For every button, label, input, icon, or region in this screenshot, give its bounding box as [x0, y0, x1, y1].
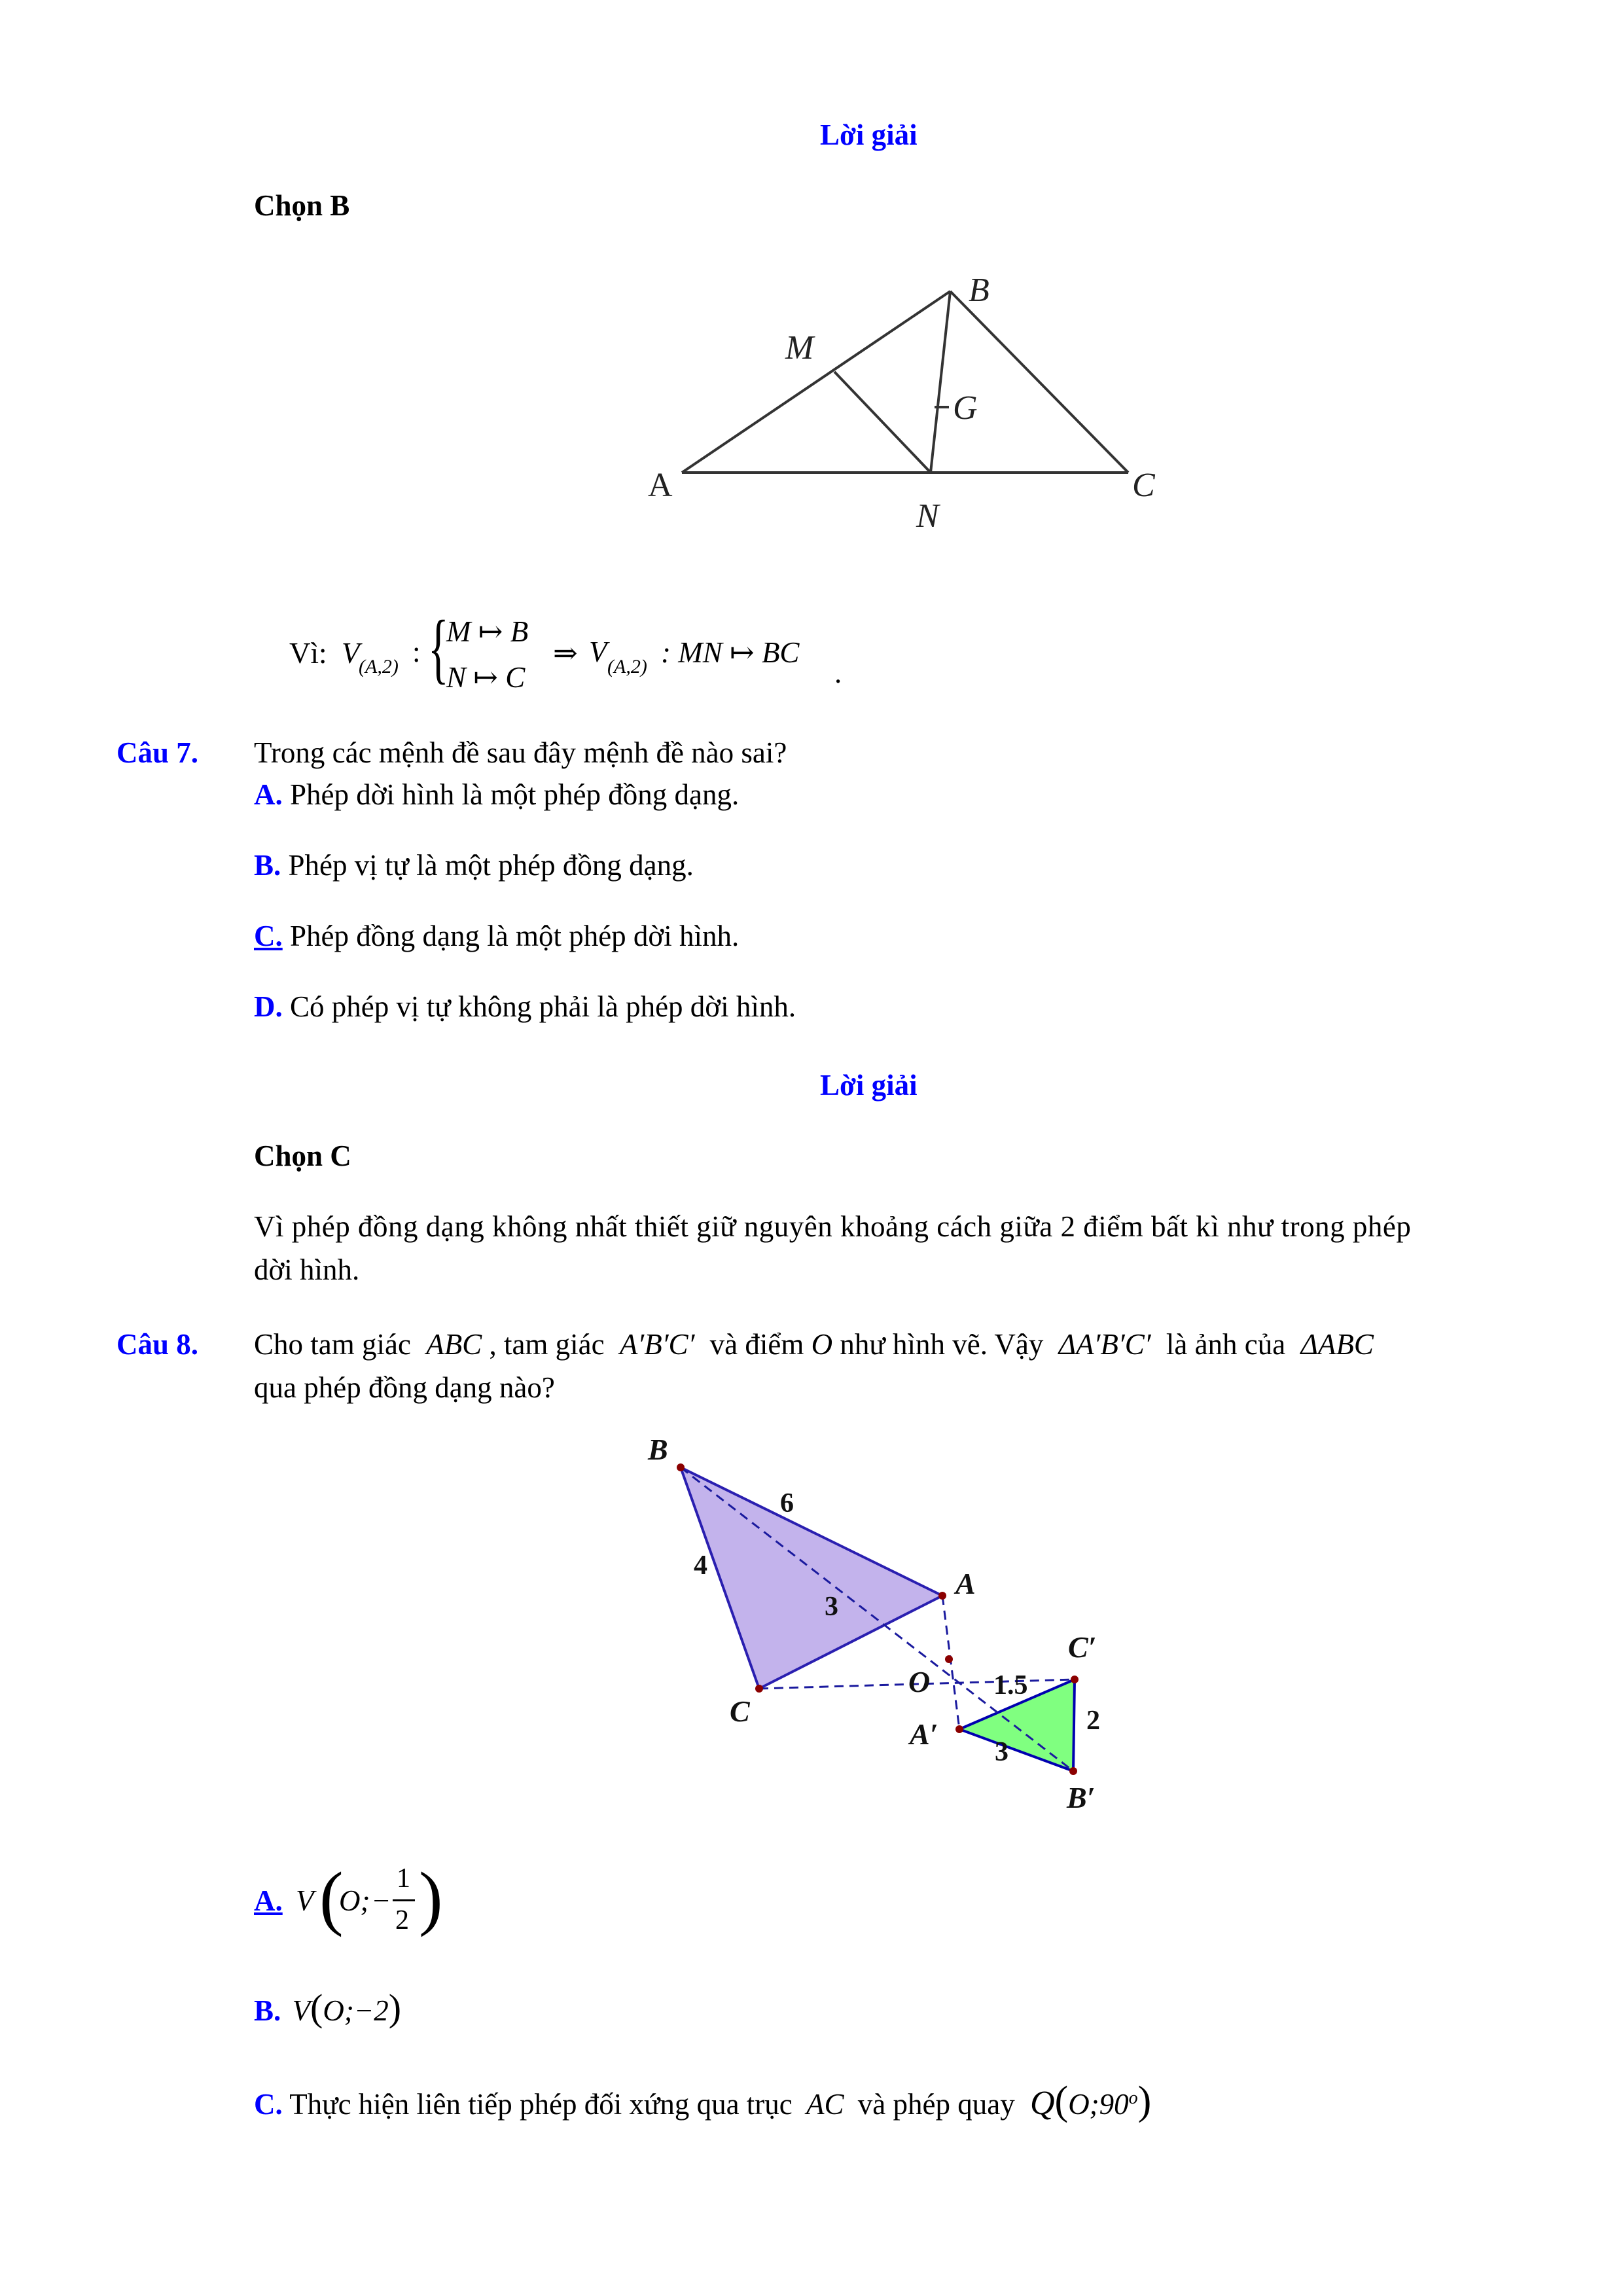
q8-option-C-text: Thực hiện liên tiếp phép đối xứng qua trục: [289, 2088, 793, 2121]
q8-option-A[interactable]: [254, 1859, 463, 1944]
q7-option-D-key: D.: [254, 990, 283, 1023]
segment-BN: [931, 291, 950, 473]
label-N: N: [916, 497, 939, 535]
label-A: A: [648, 467, 673, 504]
q7-option-A-text: Phép dời hình là một phép đồng dạng.: [290, 778, 740, 811]
solution-heading-2: Lời giải: [820, 1069, 918, 1102]
reason-dot: .: [834, 656, 842, 689]
point-A: [938, 1592, 946, 1600]
reason-prefix: Vì:: [289, 637, 327, 670]
q8-option-A-num: 1: [397, 1863, 410, 1893]
q8-option-B-V: V: [292, 1994, 311, 2027]
q8-option-C-arg: O;90: [1068, 2088, 1129, 2121]
length-ApCp: 1.5: [993, 1670, 1028, 1700]
q8-option-C-lparen: (: [1054, 2079, 1069, 2123]
label-Cp: C′: [1068, 1630, 1097, 1664]
explanation-line-1: Vì phép đồng dạng không nhất thiết giữ nguyên khoảng cách giữa 2 điểm bất kì như trong phép: [254, 1210, 1412, 1243]
q8-option-A-lparen: (: [319, 1857, 344, 1937]
point-Ap: [955, 1725, 963, 1733]
explanation-line-2: dời hình.: [254, 1253, 360, 1286]
q7-option-A[interactable]: [254, 776, 739, 813]
q8-option-C-mid: và phép quay: [857, 2088, 1015, 2121]
reason-V-sub: (A,2): [359, 656, 399, 677]
q8-abc: ABC: [426, 1328, 482, 1361]
label-C: C: [730, 1695, 750, 1728]
q7-option-D[interactable]: [254, 988, 796, 1025]
q8-option-B-lparen: (: [310, 1986, 323, 2029]
reason-implies: ⇒: [553, 637, 578, 670]
q8-option-A-key: A.: [254, 1884, 283, 1917]
q8-abc-prime: A′B′C′: [619, 1328, 695, 1361]
q8-option-C[interactable]: [254, 2080, 1151, 2123]
triangle-ABC: [681, 1467, 942, 1689]
q8-tri: ΔABC: [1300, 1328, 1374, 1361]
triangle-figure-2: [628, 1414, 1152, 1820]
question-7-label: Câu 7.: [116, 736, 199, 769]
q8-option-B-key: B.: [254, 1994, 281, 2027]
question-8-line1: [254, 1326, 1374, 1363]
q7-option-A-key: A.: [254, 778, 283, 811]
q7-option-B-text: Phép vị tự là một phép đồng dạng.: [288, 849, 694, 882]
segment-BC: [950, 291, 1128, 473]
point-Cp: [1071, 1676, 1079, 1683]
q8-option-A-den: 2: [395, 1905, 409, 1935]
q7-option-C-text: Phép đồng dạng là một phép dời hình.: [290, 920, 740, 952]
q8-option-A-minus: −: [373, 1884, 390, 1917]
q7-option-B[interactable]: [254, 847, 694, 884]
q8-option-C-key: C.: [254, 2088, 283, 2121]
point-C: [755, 1685, 763, 1693]
q8-text-d: như hình vẽ. Vậy: [840, 1328, 1044, 1361]
label-O: O: [908, 1665, 931, 1698]
segment-AB: [682, 291, 950, 473]
point-Bp: [1069, 1767, 1077, 1775]
q8-text-e: là ảnh của: [1166, 1328, 1286, 1361]
solution-heading-1: Lời giải: [820, 118, 918, 151]
question-8-label: Câu 8.: [116, 1328, 199, 1361]
q7-option-D-text: Có phép vị tự không phải là phép dời hình.: [290, 990, 796, 1023]
q8-option-A-V: V: [296, 1884, 314, 1917]
q8-option-C-sup: o: [1128, 2088, 1138, 2108]
question-7-text: Trong các mệnh đề sau đây mệnh đề nào sai?: [254, 736, 787, 769]
q8-option-C-ac: AC: [806, 2088, 844, 2121]
length-ApBp: 3: [995, 1737, 1008, 1767]
length-BpCp: 2: [1086, 1706, 1100, 1736]
label-B: B: [969, 272, 990, 309]
length-BC: 4: [694, 1551, 707, 1581]
answer-choice-2: Chọn C: [254, 1139, 351, 1172]
reason-V2-sub: (A,2): [607, 656, 647, 677]
reason-V: V: [342, 637, 360, 670]
q8-option-C-Q: Q: [1029, 2085, 1055, 2122]
triangle-figure-1: [628, 262, 1191, 550]
q8-o: O: [811, 1328, 833, 1361]
point-B: [677, 1463, 685, 1471]
q8-option-B[interactable]: [254, 1986, 402, 2029]
segment-MN: [834, 372, 931, 473]
length-AB: 6: [780, 1488, 794, 1518]
label-B: B: [648, 1433, 668, 1466]
question-8-line2: qua phép đồng dạng nào?: [254, 1371, 555, 1404]
label-C: C: [1132, 467, 1155, 504]
q8-text-b: , tam giác: [489, 1328, 605, 1361]
q8-option-A-fracbar: [393, 1899, 415, 1901]
q7-option-B-key: B.: [254, 849, 281, 882]
q8-text-a: Cho tam giác: [254, 1328, 411, 1361]
answer-choice-1: Chọn B: [254, 189, 350, 222]
q8-option-B-rparen: ): [388, 1986, 402, 2029]
q8-option-A-O: O;: [339, 1884, 370, 1917]
label-A: A: [955, 1567, 976, 1600]
label-Ap: A′: [910, 1717, 938, 1751]
label-Bp: B′: [1067, 1781, 1096, 1814]
q8-option-A-rparen: ): [419, 1857, 443, 1937]
point-O: [945, 1655, 953, 1663]
q8-option-B-arg: O;−2: [323, 1994, 389, 2027]
reason-line1: M ↦ B: [446, 615, 529, 648]
reason-V2: V: [589, 636, 607, 668]
label-G: G: [953, 389, 978, 427]
q7-option-C-key: C.: [254, 920, 283, 952]
label-M: M: [785, 329, 814, 367]
reason-rhs: : MN ↦ BC: [661, 636, 800, 669]
q8-option-C-rparen: ): [1137, 2079, 1152, 2123]
reason-brace: {: [428, 604, 449, 691]
reason-colon: :: [412, 636, 421, 668]
reason-line2: N ↦ C: [446, 661, 526, 694]
q8-text-c: và điểm: [709, 1328, 804, 1361]
q8-tri-prime: ΔA′B′C′: [1058, 1328, 1151, 1361]
length-AC: 3: [825, 1592, 838, 1622]
q7-option-C[interactable]: [254, 918, 739, 954]
